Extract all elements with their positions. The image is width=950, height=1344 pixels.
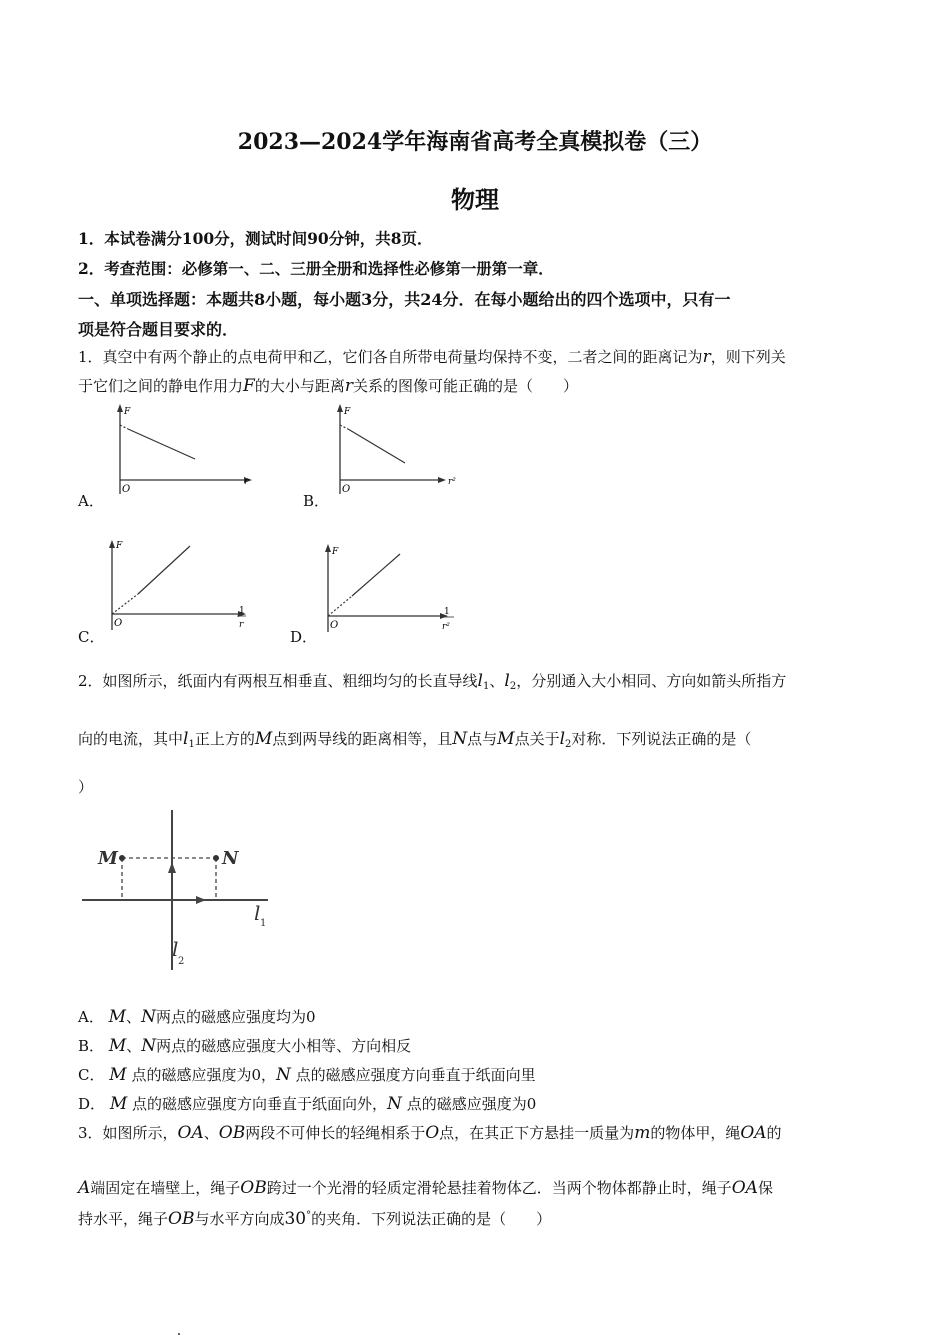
point-m — [119, 855, 125, 861]
q1-line1: 1．真空中有两个静止的点电荷甲和乙，它们各自所带电荷量均保持不变，二者之间的距离记为r，则下列关 — [78, 347, 786, 367]
point-n — [213, 855, 219, 861]
page-speck — [178, 1333, 180, 1335]
origin-label: O — [122, 484, 131, 495]
note-2: 2．考查范围：必修第一、二、三册全册和选择性必修第一册第一章． — [78, 259, 554, 278]
axis-label-one: 1 — [239, 606, 245, 616]
exam-title: 2023—2024学年海南省高考全真模拟卷（三） — [237, 129, 713, 155]
label-l1-sub: 1 — [260, 918, 267, 929]
axis-label-one: 1 — [444, 607, 450, 617]
q3-line3: 持水平，绳子OB与水平方向成30°的夹角．下列说法正确的是（ ） — [78, 1209, 552, 1229]
q2-option-b[interactable]: B． M、N两点的磁感应强度大小相等、方向相反 — [78, 1036, 412, 1056]
axis-label-r-squared: r² — [442, 622, 450, 632]
axis-label-r: r — [239, 620, 244, 630]
q1-graph-c — [100, 538, 260, 633]
q1-graph-a — [110, 402, 260, 497]
label-l1: l — [254, 901, 261, 925]
axis-label-r: r — [244, 477, 249, 487]
axis-label-f: F — [116, 541, 123, 551]
axis-label-f: F — [124, 407, 131, 417]
q2-line1: 2．如图所示，纸面内有两根互相垂直、粗细均匀的长直导线$l_1$、$l_2$，分别通入大小相同、方向如箭头所指方 — [78, 671, 787, 692]
note-1: 1．本试卷满分100分，测试时间90分钟，共8页． — [78, 229, 433, 248]
q2-option-c[interactable]: C． M 点的磁感应强度为0，N 点的磁感应强度方向垂直于纸面向里 — [78, 1065, 536, 1085]
q2-option-d[interactable]: D． M 点的磁感应强度方向垂直于纸面向外，N 点的磁感应强度为0 — [78, 1094, 537, 1114]
label-l2-sub: 2 — [178, 956, 185, 967]
section1-line2: 项是符合题目要求的． — [78, 320, 239, 339]
axis-label-f: F — [332, 547, 339, 557]
q1-graph-b — [330, 402, 465, 497]
q3-line2: A端固定在墙壁上，绳子OB跨过一个光滑的轻质定滑轮悬挂着物体乙．当两个物体都静止时，绳子OA保 — [78, 1178, 773, 1198]
q2-wire-figure — [78, 808, 278, 973]
q1-option-d[interactable]: D． — [290, 628, 318, 646]
section1-line1: 一、单项选择题：本题共8小题，每小题3分，共24分．在每小题给出的四个选项中，只有一 — [78, 290, 731, 309]
origin-label: O — [342, 484, 351, 495]
q1-option-a[interactable]: A． — [78, 492, 104, 510]
q1-graph-d — [316, 542, 466, 634]
axis-label-r-squared: r² — [448, 477, 456, 487]
label-m: M — [98, 848, 118, 869]
q2-line3: ） — [78, 778, 94, 796]
q2-line2: 向的电流，其中$l_1$正上方的M点到两导线的距离相等，且N点与M点关于$l_2$对称．下列说法正确的是（ — [78, 729, 752, 750]
q3-line1: 3．如图所示，OA、OB两段不可伸长的轻绳相系于O点，在其正下方悬挂一质量为m的物体甲，绳OA的 — [78, 1123, 782, 1143]
axis-label-f: F — [344, 407, 351, 417]
origin-label: O — [330, 620, 339, 631]
q1-option-b[interactable]: B． — [303, 492, 330, 510]
label-n: N — [222, 848, 239, 869]
q1-option-c[interactable]: C． — [78, 628, 105, 646]
q1-line2: 于它们之间的静电作用力F的大小与距离r关系的图像可能正确的是（ ） — [78, 376, 578, 396]
origin-label: O — [114, 618, 123, 629]
q2-option-a[interactable]: A． M、N两点的磁感应强度均为0 — [78, 1007, 316, 1027]
subject-title: 物理 — [451, 185, 499, 214]
label-l2: l — [172, 937, 179, 961]
